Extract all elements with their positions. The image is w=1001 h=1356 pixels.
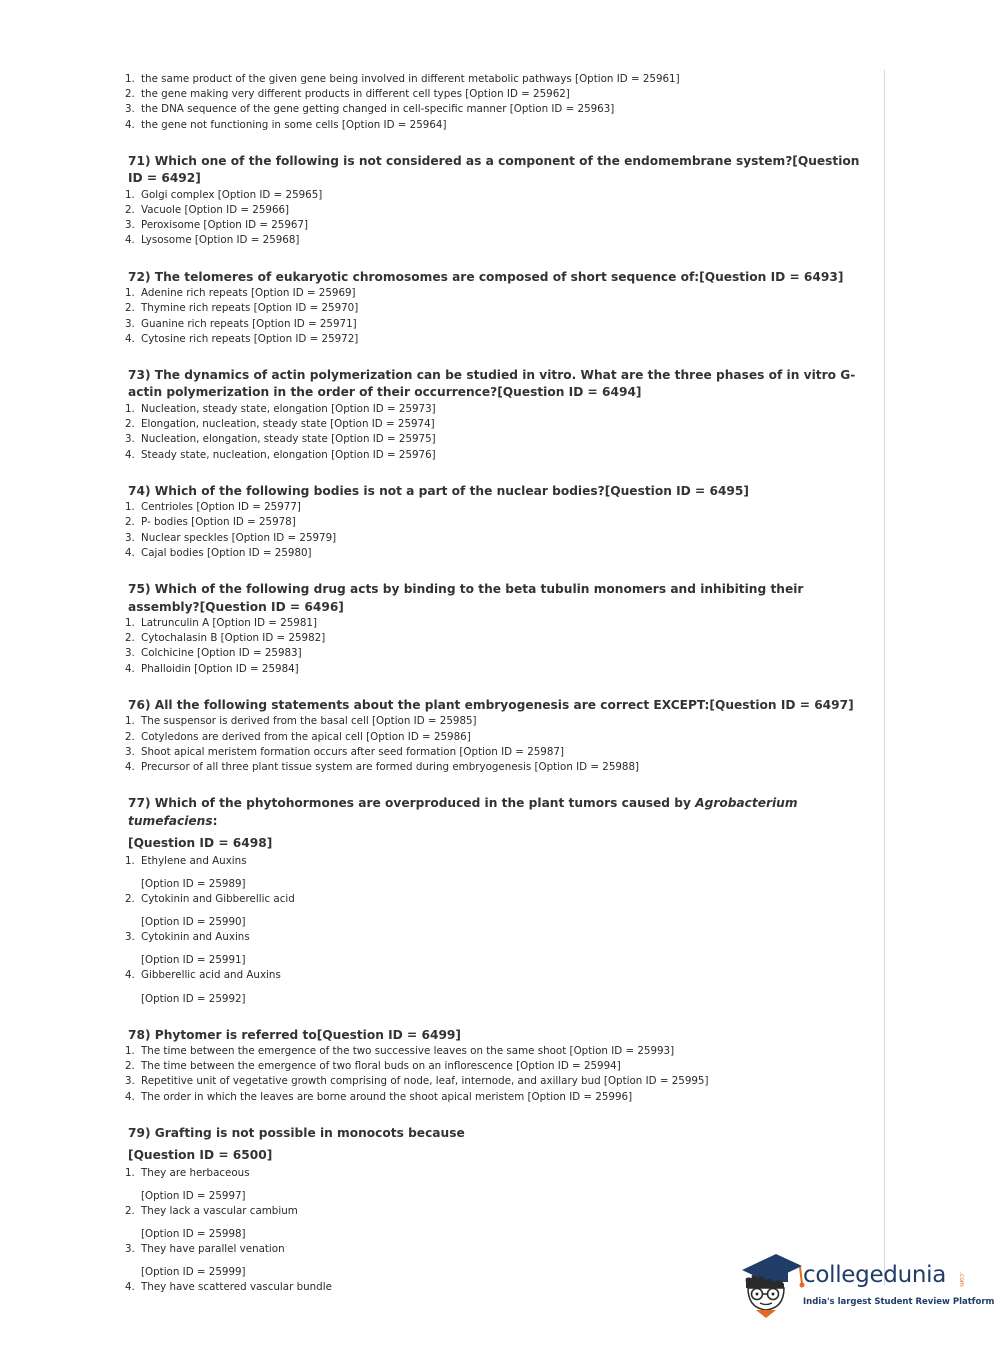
option: 4. Cytosine rich repeats [Option ID = 25972] [125,332,359,345]
options-list [125,500,870,561]
question-title: 74) Which of the following bodies is not a part of the nuclear bodies?[Question ID = 6495] [128,483,749,498]
option: 1. Ethylene and Auxins [Option ID = 25989] [125,854,247,890]
option: 4. Cajal bodies [Option ID = 25980] [125,546,312,559]
question-77 [125,795,870,1006]
option: 3. Nuclear speckles [Option ID = 25979] [125,531,337,544]
options-list [125,188,870,249]
option: 1. The time between the emergence of the two successive leaves on the same shoot [Option ID = 25993] [125,1045,675,1057]
option: 1. Nucleation, steady state, elongation [Option ID = 25973] [125,402,436,415]
option: 3. They have parallel venation [Option ID = 25999] [125,1243,285,1279]
question-72 [125,269,870,347]
option: 1. Adenine rich repeats [Option ID = 25969] [125,287,356,300]
question-title: 72) The telomeres of eukaryotic chromosomes are composed of short sequence of:[Question ID = 6493] [128,269,844,284]
option: 2. Cytochalasin B [Option ID = 25982] [125,632,326,645]
brand-name: collegedunia [803,1262,947,1288]
question-73 [125,367,870,463]
option: 1. They are herbaceous [Option ID = 25997] [125,1166,250,1203]
option: 1. Latrunculin A [Option ID = 25981] [125,617,317,630]
question-title: 73) The dynamics of actin polymerization can be studied in vitro. What are the three phases of in vitro G-actin polymerization in the order of their occurrence?[Question ID = 6494] [128,367,856,400]
brand-tagline: India's largest Student Review Platform [803,1297,995,1307]
option: 2. Thymine rich repeats [Option ID = 25970] [125,302,359,315]
options-list [125,286,870,347]
option: 3. Nucleation, elongation, steady state [Option ID = 25975] [125,433,436,446]
option: 3. the DNA sequence of the gene getting changed in cell-specific manner [Option ID = 25963] [125,103,615,116]
option: 1. The suspensor is derived from the basal cell [Option ID = 25985] [125,715,477,728]
option: 3. Cytokinin and Auxins [Option ID = 25991] [125,931,250,967]
options-list [125,714,870,775]
option: 4. Gibberellic acid and Auxins [Option ID = 25992] [125,969,281,1005]
options-list [125,402,870,463]
question-78 [125,1027,870,1105]
options-list [125,72,870,133]
option: 2. Vacuole [Option ID = 25966] [125,204,290,217]
brand-domain: .com [958,1272,965,1287]
option: 4. the gene not functioning in some cells [Option ID = 25964] [125,118,447,131]
question-75 [125,581,870,677]
options-list [125,616,870,677]
option: 2. They lack a vascular cambium [Option ID = 25998] [125,1205,298,1241]
option: 3. Peroxisome [Option ID = 25967] [125,219,308,232]
question-title: 77) Which of the phytohormones are overproduced in the plant tumors caused by Agrobacterium tumefaciens: [128,796,798,828]
page-border-line [884,70,885,1285]
option: 2. Cytokinin and Gibberellic acid [Option ID = 25990] [125,892,295,929]
options-list [125,1044,870,1105]
question-title: 75) Which of the following drug acts by binding to the beta tubulin monomers and inhibiting their assembly?[Question ID = 6496] [128,582,804,614]
option: 4. Precursor of all three plant tissue system are formed during embryogenesis [Option ID = 25988] [125,760,640,773]
option: 2. P- bodies [Option ID = 25978] [125,516,296,529]
option: 4. Steady state, nucleation, elongation [Option ID = 25976] [125,448,436,461]
option: 1. Centrioles [Option ID = 25977] [125,501,301,514]
option: 3. Repetitive unit of vegetative growth comprising of node, leaf, internode, and axillary bud [Option ID = 25995] [125,1075,709,1088]
option: 2. Cotyledons are derived from the apical cell [Option ID = 25986] [125,730,471,743]
question-76 [125,697,870,775]
question-71 [125,153,870,249]
question-paper [125,72,870,1296]
question-title: 78) Phytomer is referred to[Question ID = 6499] [128,1027,461,1042]
question-id: [Question ID = 6498] [128,836,273,851]
option: 4. They have scattered vascular bundle [125,1281,332,1294]
option: 3. Colchicine [Option ID = 25983] [125,647,302,660]
option: 2. the gene making very different products in different cell types [Option ID = 25962] [125,88,570,101]
option: 3. Guanine rich repeats [Option ID = 25971] [125,317,357,330]
option: 2. The time between the emergence of two floral buds on an inflorescence [Option ID = 25994] [125,1060,621,1073]
option: 4. Lysosome [Option ID = 25968] [125,234,300,247]
option: 2. Elongation, nucleation, steady state [Option ID = 25974] [125,418,435,431]
question-title: 71) Which one of the following is not considered as a component of the endomembrane system?[Question ID = 6492] [128,153,860,186]
option: 1. Golgi complex [Option ID = 25965] [125,188,323,201]
question-id: [Question ID = 6500] [128,1148,273,1163]
option: 4. The order in which the leaves are borne around the shoot apical meristem [Option ID = 25996] [125,1090,633,1103]
question-title: 76) All the following statements about the plant embryogenesis are correct EXCEPT:[Question ID = 6497] [128,697,854,712]
question-title: 79) Grafting is not possible in monocots because [128,1125,465,1140]
option: 1. the same product of the given gene being involved in different metabolic pathways [Option ID = 25961] [125,73,680,85]
question-74 [125,483,870,561]
option: 3. Shoot apical meristem formation occurs after seed formation [Option ID = 25987] [125,745,564,758]
options-list [125,854,870,1007]
option: 4. Phalloidin [Option ID = 25984] [125,662,299,675]
